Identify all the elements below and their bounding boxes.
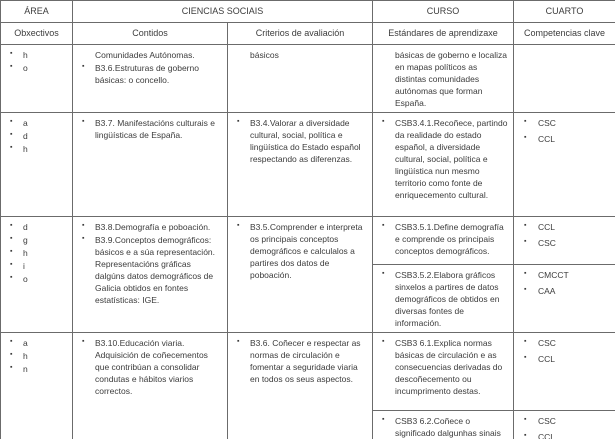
bullet-icon: ▪ bbox=[10, 222, 13, 229]
contents-list bbox=[73, 113, 227, 144]
competency-text: CSC bbox=[538, 118, 556, 128]
standards-list bbox=[373, 113, 513, 204]
criteria-list bbox=[228, 333, 372, 388]
bullet-icon: ▪ bbox=[10, 364, 13, 371]
objective-text: o bbox=[23, 63, 28, 73]
competencies-list bbox=[514, 113, 615, 151]
objective-item bbox=[9, 234, 68, 246]
content-item bbox=[81, 337, 223, 397]
criterion-text: B3.5.Comprender e interpreta os principais conceptos demográficos e calculalos a partires dos datos de poboación. bbox=[250, 222, 363, 280]
content-text: B3.6.Estruturas de goberno básicas: o concello. bbox=[95, 63, 199, 85]
standard-item bbox=[381, 269, 509, 329]
objectives-list bbox=[1, 45, 72, 77]
competency-text: CCL bbox=[538, 134, 556, 144]
criterion-item bbox=[236, 117, 368, 165]
header-row-top bbox=[1, 1, 615, 23]
content-text: B3.7. Manifestacións culturais e lingüísticas de España. bbox=[95, 118, 216, 140]
objective-item bbox=[9, 273, 68, 285]
bullet-icon: ▪ bbox=[382, 338, 385, 345]
table-row bbox=[1, 217, 615, 265]
competency-item bbox=[522, 221, 611, 233]
bullet-icon: ▪ bbox=[10, 351, 13, 358]
objective-item bbox=[9, 337, 68, 349]
competencias-cell bbox=[514, 265, 615, 333]
standard-item bbox=[381, 49, 509, 109]
bullet-icon: ▪ bbox=[10, 63, 13, 70]
objective-item bbox=[9, 221, 68, 233]
colheader-contidos: Contidos bbox=[73, 23, 228, 45]
objective-text: a bbox=[23, 338, 28, 348]
obxectivos-cell bbox=[1, 113, 73, 217]
table-row bbox=[1, 45, 615, 113]
header-subject: CIENCIAS SOCIAIS bbox=[73, 1, 373, 23]
content-text: B3.8.Demografía e poboación. bbox=[95, 222, 211, 232]
bullet-icon: ▪ bbox=[524, 354, 527, 361]
estandares-cell bbox=[373, 45, 514, 113]
table-row bbox=[1, 113, 615, 217]
obxectivos-cell bbox=[1, 217, 73, 333]
bullet-icon: ▪ bbox=[524, 118, 527, 125]
colheader-competencias: Competencias clave bbox=[514, 23, 615, 45]
competency-text: CCL bbox=[538, 432, 556, 439]
content-item bbox=[81, 221, 223, 233]
bullet-icon: ▪ bbox=[524, 238, 527, 245]
bullet-icon: ▪ bbox=[382, 118, 385, 125]
competency-item bbox=[522, 415, 611, 427]
competency-item bbox=[522, 353, 611, 365]
competency-item bbox=[522, 431, 611, 439]
bullet-icon: ▪ bbox=[10, 338, 13, 345]
content-text: B3.10.Educación viaria. Adquisición de coñecementos que contribúan a consolidar condutas e hábitos viarios correctos. bbox=[95, 338, 208, 396]
bullet-icon: ▪ bbox=[382, 416, 385, 423]
standards-list bbox=[373, 265, 513, 332]
competencies-list bbox=[514, 333, 615, 371]
objective-item bbox=[9, 260, 68, 272]
bullet-icon: ▪ bbox=[237, 338, 240, 345]
content-text: B3.9.Conceptos demográficos: básicos e a súa representación. Representacións gráficas dalgúns datos demográficos de Galicia obtidos en fontes estatísticas: IGE. bbox=[95, 235, 216, 305]
bullet-icon: ▪ bbox=[10, 235, 13, 242]
content-item bbox=[81, 62, 223, 86]
competency-item bbox=[522, 337, 611, 349]
standards-list bbox=[373, 411, 513, 439]
criteria-list bbox=[228, 45, 372, 64]
standard-text: CSB3.5.1.Define demografía e comprende os principais conceptos demográficos. bbox=[395, 222, 504, 256]
objective-text: n bbox=[23, 364, 28, 374]
estandares-cell bbox=[373, 265, 514, 333]
standards-list bbox=[373, 217, 513, 260]
objectives-list bbox=[1, 217, 72, 288]
competencies-list bbox=[514, 411, 615, 439]
objective-item bbox=[9, 363, 68, 375]
competency-text: CSC bbox=[538, 238, 556, 248]
objective-text: h bbox=[23, 144, 28, 154]
objective-item bbox=[9, 117, 68, 129]
bullet-icon: ▪ bbox=[382, 270, 385, 277]
objective-text: d bbox=[23, 131, 28, 141]
bullet-icon: ▪ bbox=[524, 432, 527, 439]
contents-list bbox=[73, 217, 227, 309]
criterion-text: B3.4.Valorar a diversidade cultural, social, política e lingüística do Estado español respectando as diferenzas. bbox=[250, 118, 361, 164]
bullet-icon: ▪ bbox=[10, 261, 13, 268]
bullet-icon: ▪ bbox=[82, 63, 85, 70]
competency-item bbox=[522, 117, 611, 129]
contents-list bbox=[73, 45, 227, 89]
header-area: ÁREA bbox=[1, 1, 73, 23]
standard-text: CSB3 6.1.Explica normas básicas de circulación e as consecuencias derivadas do descoñecemento ou incumprimento destas. bbox=[395, 338, 503, 396]
bullet-icon: ▪ bbox=[237, 222, 240, 229]
bullet-icon: ▪ bbox=[82, 222, 85, 229]
criterios-cell bbox=[228, 113, 373, 217]
criterion-item bbox=[236, 337, 368, 385]
objective-item bbox=[9, 247, 68, 259]
competencias-cell bbox=[514, 45, 615, 113]
criterios-cell bbox=[228, 333, 373, 439]
estandares-cell bbox=[373, 113, 514, 217]
bullet-icon: ▪ bbox=[524, 270, 527, 277]
estandares-cell bbox=[373, 411, 514, 439]
standard-item bbox=[381, 117, 509, 201]
competencias-cell bbox=[514, 333, 615, 411]
standards-list bbox=[373, 333, 513, 400]
competencias-cell bbox=[514, 217, 615, 265]
bullet-icon: ▪ bbox=[524, 222, 527, 229]
contidos-cell bbox=[73, 45, 228, 113]
obxectivos-cell bbox=[1, 333, 73, 439]
colheader-estandares: Estándares de aprendizaxe bbox=[373, 23, 514, 45]
criterios-cell bbox=[228, 217, 373, 333]
objective-item bbox=[9, 143, 68, 155]
table-row bbox=[1, 333, 615, 411]
standard-text: CSB3.4.1.Recoñece, partindo da realidade do estado español, a diversidade cultural, social, política e lingüística nun mesmo territorio como fonte de enriquecemento cultural. bbox=[395, 118, 508, 200]
competency-text: CSC bbox=[538, 416, 556, 426]
bullet-icon: ▪ bbox=[10, 274, 13, 281]
estandares-cell bbox=[373, 217, 514, 265]
competency-item bbox=[522, 237, 611, 249]
competencies-list bbox=[514, 265, 615, 303]
objective-text: i bbox=[23, 261, 25, 271]
objectives-list bbox=[1, 113, 72, 158]
header-row-columns bbox=[1, 23, 615, 45]
competency-text: CAA bbox=[538, 286, 556, 296]
bullet-icon: ▪ bbox=[10, 144, 13, 151]
standard-text: CSB3 6.2.Coñece o significado dalgunhas sinais bbox=[395, 416, 501, 438]
objective-item bbox=[9, 62, 68, 74]
bullet-icon: ▪ bbox=[82, 118, 85, 125]
contidos-cell bbox=[73, 113, 228, 217]
competency-text: CCL bbox=[538, 222, 556, 232]
competencies-list bbox=[514, 217, 615, 255]
bullet-icon: ▪ bbox=[10, 248, 13, 255]
bullet-icon: ▪ bbox=[10, 131, 13, 138]
bullet-icon: ▪ bbox=[524, 416, 527, 423]
competency-text: CSC bbox=[538, 338, 556, 348]
standard-item bbox=[381, 337, 509, 397]
bullet-icon: ▪ bbox=[10, 118, 13, 125]
content-item bbox=[81, 117, 223, 141]
bullet-icon: ▪ bbox=[10, 50, 13, 57]
competency-item bbox=[522, 133, 611, 145]
objective-text: g bbox=[23, 235, 28, 245]
bullet-icon: ▪ bbox=[524, 134, 527, 141]
criterion-item bbox=[236, 221, 368, 281]
criteria-list bbox=[228, 113, 372, 168]
contidos-cell bbox=[73, 333, 228, 439]
standard-item bbox=[381, 415, 509, 439]
objective-text: d bbox=[23, 222, 28, 232]
content-text: Comunidades Autónomas. bbox=[95, 50, 195, 60]
objective-text: h bbox=[23, 351, 28, 361]
header-cuarto: CUARTO bbox=[514, 1, 615, 23]
criterion-item bbox=[236, 49, 368, 61]
competency-text: CMCCT bbox=[538, 270, 569, 280]
objective-text: o bbox=[23, 274, 28, 284]
contidos-cell bbox=[73, 217, 228, 333]
objectives-list bbox=[1, 333, 72, 378]
header-curso: CURSO bbox=[373, 1, 514, 23]
criterion-text: básicos bbox=[250, 50, 279, 60]
standard-text: básicas de goberno e localiza en mapas políticos as distintas comunidades autónomas que forman España. bbox=[395, 50, 507, 108]
content-item bbox=[81, 234, 223, 306]
bullet-icon: ▪ bbox=[82, 235, 85, 242]
bullet-icon: ▪ bbox=[524, 286, 527, 293]
objective-item bbox=[9, 350, 68, 362]
standard-item bbox=[381, 221, 509, 257]
criterios-cell bbox=[228, 45, 373, 113]
criterion-text: B3.6. Coñecer e respectar as normas de circulación e fomentar a seguridade viaria en todos os seus aspectos. bbox=[250, 338, 361, 384]
bullet-icon: ▪ bbox=[524, 338, 527, 345]
obxectivos-cell bbox=[1, 45, 73, 113]
competencias-cell bbox=[514, 113, 615, 217]
colheader-criterios: Criterios de avaliación bbox=[228, 23, 373, 45]
contents-list bbox=[73, 333, 227, 400]
competencias-cell bbox=[514, 411, 615, 439]
competency-item bbox=[522, 285, 611, 297]
objective-item bbox=[9, 130, 68, 142]
standards-list bbox=[373, 45, 513, 112]
competency-item bbox=[522, 269, 611, 281]
content-item bbox=[81, 49, 223, 61]
colheader-obxectivos: Obxectivos bbox=[1, 23, 73, 45]
bullet-icon: ▪ bbox=[82, 338, 85, 345]
objective-text: a bbox=[23, 118, 28, 128]
criteria-list bbox=[228, 217, 372, 284]
estandares-cell bbox=[373, 333, 514, 411]
objective-text: h bbox=[23, 50, 28, 60]
bullet-icon: ▪ bbox=[237, 118, 240, 125]
objective-text: h bbox=[23, 248, 28, 258]
standard-text: CSB3.5.2.Elabora gráficos sinxelos a partires de datos demográficos de obtidos en diversas fontes de información. bbox=[395, 270, 500, 328]
objective-item bbox=[9, 49, 68, 61]
bullet-icon: ▪ bbox=[382, 222, 385, 229]
competency-text: CCL bbox=[538, 354, 556, 364]
